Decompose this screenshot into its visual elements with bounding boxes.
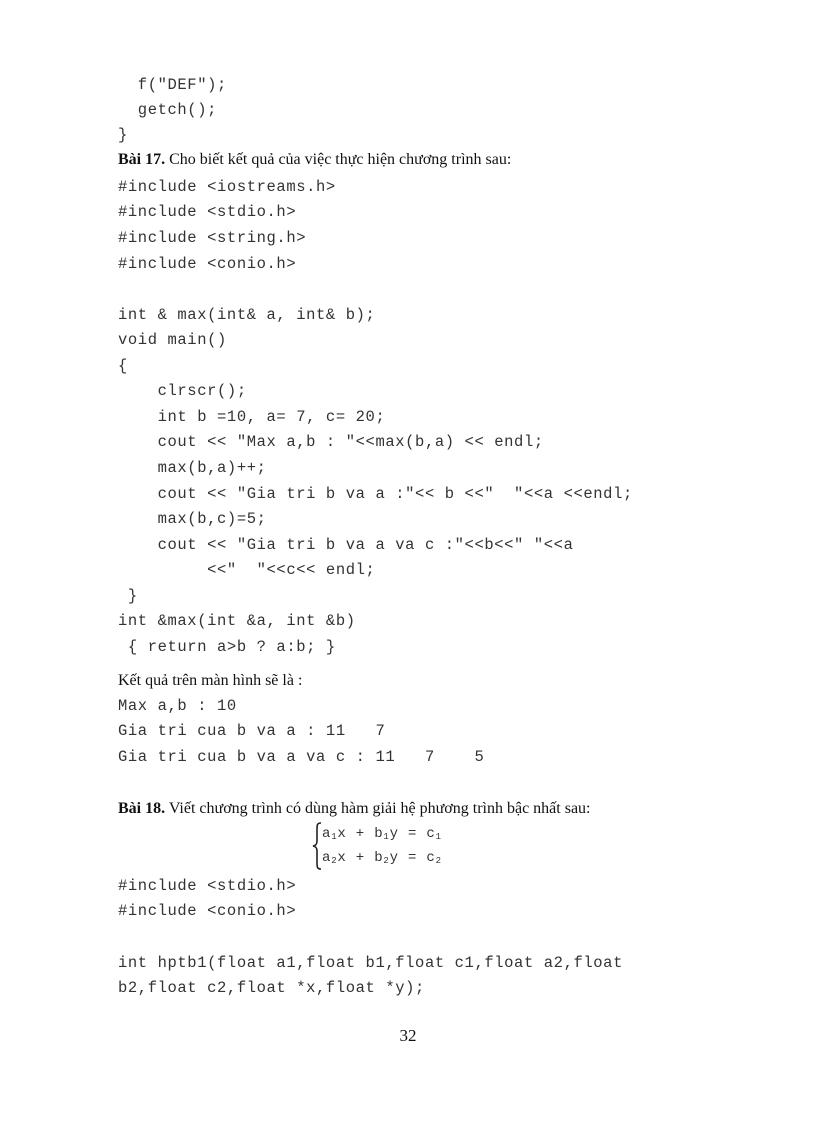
code-line: { return a>b ? a:b; } [118, 638, 336, 656]
page-number: 32 [399, 1026, 417, 1045]
code-line: #include <string.h> [118, 229, 307, 247]
exercise-17-text: Cho biết kết quả của việc thực hiện chương trình sau: [165, 151, 512, 168]
code-line: #include <conio.h> [118, 255, 297, 273]
exercise-18-text: Viết chương trình có dùng hàm giải hệ phương trình bậc nhất sau: [165, 800, 591, 817]
exercise-17-heading [118, 152, 511, 168]
equation-system [312, 822, 512, 870]
code-line: { [118, 357, 128, 375]
code-line: <<" "<<c<< endl; [118, 561, 376, 579]
exercise-18-label: Bài 18. [118, 800, 166, 817]
output-line: Gia tri cua b va a va c : 11 7 5 [118, 748, 485, 766]
code-line: #include <stdio.h> [118, 203, 297, 221]
code-line: cout << "Max a,b : "<<max(b,a) << endl; [118, 433, 544, 451]
code-line: max(b,c)=5; [118, 510, 267, 528]
code-line: b2,float c2,float *x,float *y); [118, 979, 425, 997]
code-line: #include <iostreams.h> [118, 178, 336, 196]
exercise-18-heading [118, 801, 591, 817]
equation-2: $a_2x + b_2y = c_2$ [322, 850, 442, 866]
code-line: int hptb1(float a1,float b1,float c1,float a2,float [118, 954, 623, 972]
output-line: Max a,b : 10 [118, 697, 237, 715]
code-line: #include <conio.h> [118, 902, 297, 920]
code-line: f("DEF"); [118, 76, 227, 94]
code-line: int &max(int &a, int &b) [118, 612, 356, 630]
code-line: cout << "Gia tri b va a :"<< b <<" "<<a <<endl; [118, 485, 633, 503]
code-line: getch(); [118, 101, 218, 119]
code-line: int & max(int& a, int& b); [118, 306, 376, 324]
code-line: void main() [118, 331, 227, 349]
equation-1: $a_1x + b_1y = c_1$ [322, 826, 442, 842]
code-line: } [118, 587, 138, 605]
output-line: Gia tri cua b va a : 11 7 [118, 722, 386, 740]
left-brace-icon [312, 822, 322, 870]
code-line: } [118, 126, 128, 144]
code-line: cout << "Gia tri b va a va c :"<<b<<" "<<a [118, 536, 574, 554]
code-line: #include <stdio.h> [118, 877, 297, 895]
result-label: Kết quả trên màn hình sẽ là : [118, 672, 303, 689]
code-line: max(b,a)++; [118, 459, 267, 477]
exercise-17-label: Bài 17. [118, 151, 166, 168]
code-line: clrscr(); [118, 382, 247, 400]
code-line: int b =10, a= 7, c= 20; [118, 408, 386, 426]
